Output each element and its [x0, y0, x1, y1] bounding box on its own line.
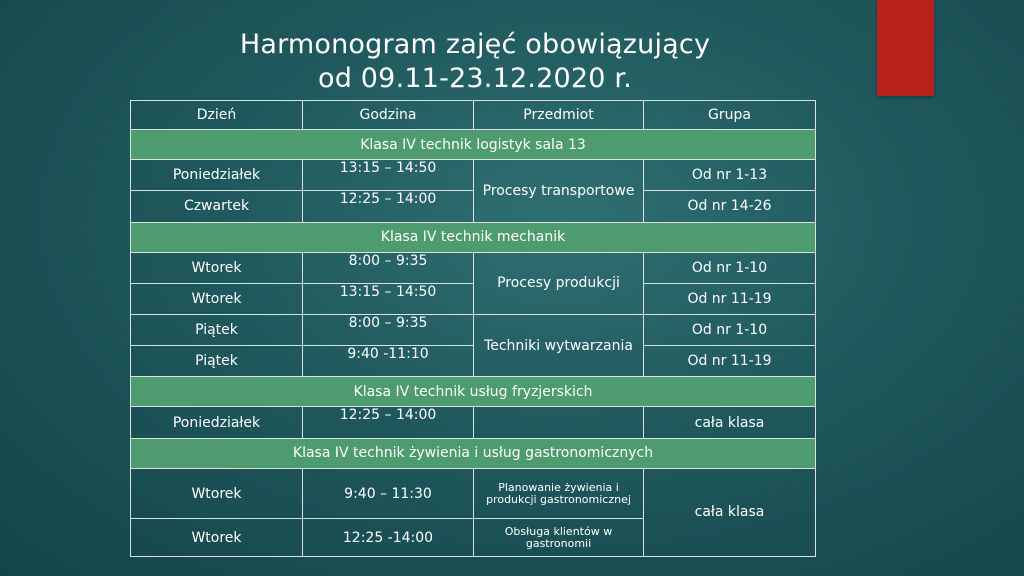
header-time: Godzina [303, 101, 474, 130]
cell-day: Wtorek [131, 519, 303, 557]
cell-group: Od nr 11-19 [644, 346, 816, 377]
schedule-table [130, 100, 816, 557]
cell-time: 8:00 – 9:35 [303, 252, 474, 283]
section-row [131, 377, 816, 407]
table-row [131, 407, 816, 438]
header-row [131, 101, 816, 130]
cell-time: 13:15 – 14:50 [303, 283, 474, 314]
cell-subject: Techniki wytwarzania [474, 315, 644, 377]
header-subject: Przedmiot [474, 101, 644, 130]
cell-time: 12:25 – 14:00 [303, 407, 474, 438]
cell-time: 12:25 -14:00 [303, 519, 474, 557]
section-title: Klasa IV technik logistyk sala 13 [131, 130, 816, 160]
table-row [131, 315, 816, 346]
table-row [131, 283, 816, 314]
table-row [131, 160, 816, 191]
cell-group: cała klasa [644, 468, 816, 556]
title-line-1: Harmonogram zajęć obowiązujący [239, 29, 711, 60]
cell-group: Od nr 11-19 [644, 283, 816, 314]
section-row [131, 130, 816, 160]
cell-group: Od nr 14-26 [644, 191, 816, 222]
cell-day: Czwartek [131, 191, 303, 222]
cell-time: 13:15 – 14:50 [303, 160, 474, 191]
cell-day: Wtorek [131, 468, 303, 519]
red-accent-bar [877, 0, 934, 96]
table-row [131, 252, 816, 283]
title-line-2: od 09.11-23.12.2020 r. [317, 63, 633, 94]
cell-day: Wtorek [131, 283, 303, 314]
header-group: Grupa [644, 101, 816, 130]
section-row [131, 222, 816, 252]
table-row [131, 191, 816, 222]
section-row [131, 438, 816, 468]
cell-time: 12:25 – 14:00 [303, 191, 474, 222]
slide-title [150, 28, 800, 96]
cell-day: Piątek [131, 346, 303, 377]
cell-day: Wtorek [131, 252, 303, 283]
cell-subject: Planowanie żywienia i produkcji gastronomicznej [474, 468, 644, 519]
cell-day: Poniedziałek [131, 160, 303, 191]
cell-subject: Obsługa klientów w gastronomii [474, 519, 644, 557]
cell-time: 8:00 – 9:35 [303, 315, 474, 346]
cell-day: Poniedziałek [131, 407, 303, 438]
cell-group: Od nr 1-10 [644, 252, 816, 283]
cell-group: Od nr 1-13 [644, 160, 816, 191]
header-day: Dzień [131, 101, 303, 130]
cell-time: 9:40 -11:10 [303, 346, 474, 377]
cell-group: cała klasa [644, 407, 816, 438]
cell-subject: Procesy transportowe [474, 160, 644, 222]
section-title: Klasa IV technik usług fryzjerskich [131, 377, 816, 407]
cell-day: Piątek [131, 315, 303, 346]
table-row [131, 346, 816, 377]
cell-subject [474, 407, 644, 438]
table-row [131, 468, 816, 519]
cell-subject: Procesy produkcji [474, 252, 644, 314]
cell-group: Od nr 1-10 [644, 315, 816, 346]
cell-time: 9:40 – 11:30 [303, 468, 474, 519]
section-title: Klasa IV technik żywienia i usług gastronomicznych [131, 438, 816, 468]
section-title: Klasa IV technik mechanik [131, 222, 816, 252]
